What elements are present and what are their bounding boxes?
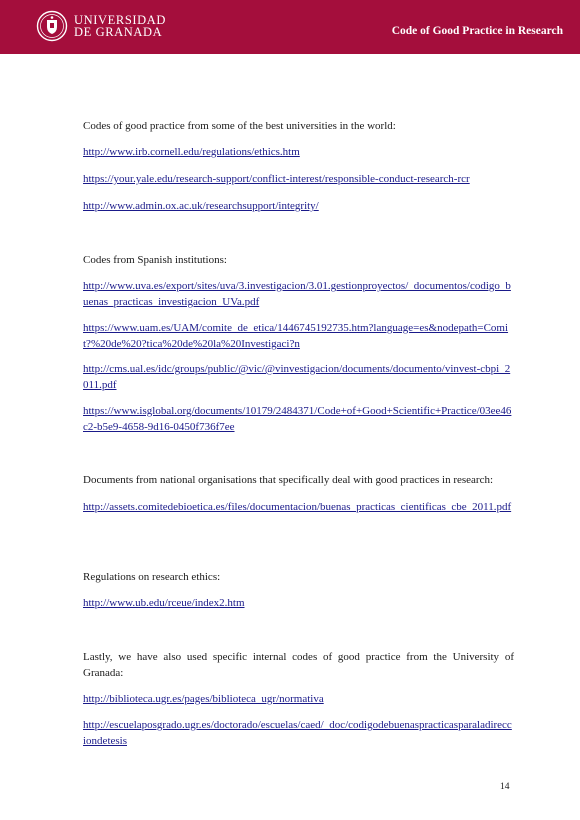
link-isglobal[interactable]: https://www.isglobal.org/documents/10179/2484371/Code+of+Good+Scientific+Practice/03ee46c2-b5e9-4658-9d16-0450f736f7ee — [83, 405, 512, 433]
link-cornell[interactable]: http://www.irb.cornell.edu/regulations/ethics.htm — [83, 146, 300, 158]
university-seal-icon — [36, 10, 68, 42]
page-header — [0, 0, 580, 54]
page-number: 14 — [500, 782, 510, 792]
intro-granada-codes: Lastly, we have also used specific internal codes of good practice from the University of Granada: — [83, 651, 514, 679]
document-title: Code of Good Practice in Research — [391, 25, 563, 37]
logo-line-2: DE GRANADA — [74, 25, 163, 39]
intro-national-organisations: Documents from national organisations that specifically deal with good practices in research: — [83, 474, 494, 486]
link-uam[interactable]: https://www.uam.es/UAM/comite_de_etica/1446745192735.htm?language=es&nodepath=Comit?%20de%20?tica%20de%20la%20Investigaci?n — [83, 322, 509, 350]
intro-spanish-institutions: Codes from Spanish institutions: — [83, 254, 227, 266]
link-oxford[interactable]: http://www.admin.ox.ac.uk/researchsupport/integrity/ — [83, 200, 319, 212]
link-ual[interactable]: http://cms.ual.es/idc/groups/public/@vic/@vinvestigacion/documents/documento/vinvest-cbpi_2011.pdf — [83, 363, 511, 391]
link-ub[interactable]: http://www.ub.edu/rceue/index2.htm — [83, 597, 245, 609]
university-logo-text — [74, 14, 166, 38]
link-escuela-posgrado[interactable]: http://escuelaposgrado.ugr.es/doctorado/escuelas/caed/_doc/codigodebuenaspracticasparaladirecciondetesis — [83, 719, 512, 747]
logo-line-1: UNIVERSIDAD — [74, 13, 167, 27]
intro-best-universities: Codes of good practice from some of the best universities in the world: — [83, 120, 396, 132]
intro-research-ethics: Regulations on research ethics: — [83, 571, 221, 583]
link-yale[interactable]: https://your.yale.edu/research-support/conflict-interest/responsible-conduct-research-rcr — [83, 173, 470, 185]
link-comite-bioetica[interactable]: http://assets.comitedebioetica.es/files/documentacion/buenas_practicas_cientificas_cbe_2011.pdf — [83, 501, 512, 513]
link-biblioteca-ugr[interactable]: http://biblioteca.ugr.es/pages/biblioteca_ugr/normativa — [83, 693, 324, 705]
link-uva[interactable]: http://www.uva.es/export/sites/uva/3.investigacion/3.01.gestionproyectos/_documentos/codigo_buenas_practicas_investigacion_UVa.pdf — [83, 280, 511, 308]
